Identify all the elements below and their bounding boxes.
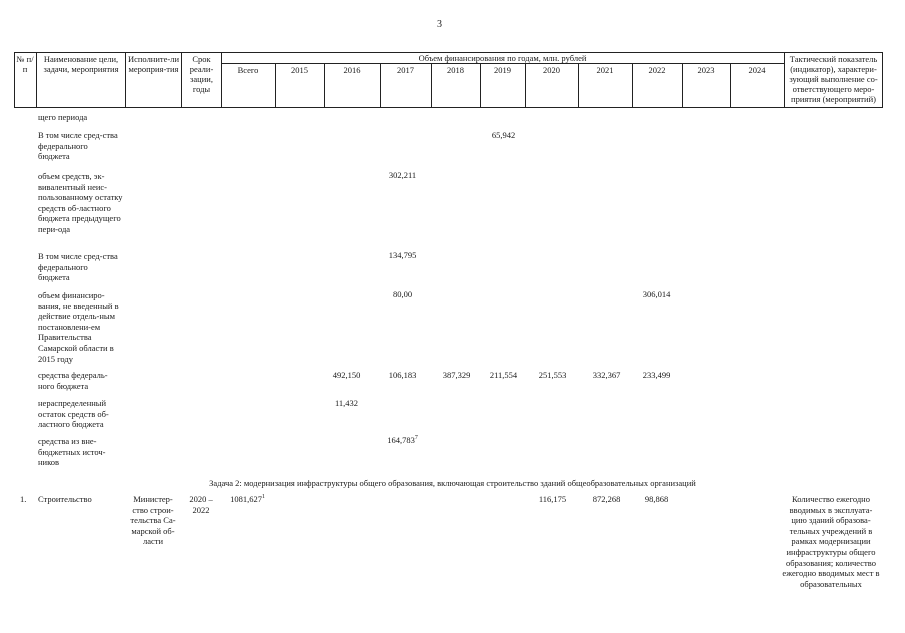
item-number: 1. [20,494,27,504]
header-year-2019: 2019 [494,65,511,75]
header-year-2020: 2020 [543,65,560,75]
cell-2020: 251,553 [538,370,567,380]
cell-2021: 332,367 [592,370,621,380]
cell-2022: 98,868 [644,494,669,504]
row-name: средства из вне-бюджетных источ-ников [38,436,106,468]
row-name: В том числе сред-ства федерального бюджета [38,130,118,162]
header-year-2017: 2017 [397,65,414,75]
cell-2017: 106,183 [388,370,417,380]
header-name: Наименование цели, задачи, мероприятия [43,54,119,74]
cell-2022: 233,499 [642,370,671,380]
header-financing-group: Объем финансирования по годам, млн. рублей [418,53,587,63]
cell-2017 [380,435,425,446]
cell-2019: 211,554 [489,370,518,380]
header-year-2018: 2018 [447,65,464,75]
header-year-2016: 2016 [343,65,361,75]
item-total [220,494,275,505]
page-number: 3 [437,19,442,30]
cell-value: 164,783 [387,435,415,445]
header-num: № п/п [16,54,34,74]
row-name: объем средств, эк-вивалентный неис-пользованному остатку средств об-ластного бюджета предыдущего пери-ода [38,171,123,234]
header-total: Всего [237,65,259,75]
footnote-mark: 7 [414,435,418,442]
cell-2017: 80,00 [392,289,413,299]
header-year-2015: 2015 [291,65,308,75]
cell-2017: 302,211 [388,170,417,180]
row-name: В том числе сред-ства федерального бюджета [38,251,118,283]
cell-2018: 387,329 [442,370,471,380]
row-name: средства федераль-ного бюджета [38,370,108,391]
header-executor: Исполните-ли мероприя-тия [127,54,180,74]
cell-2022: 306,014 [642,289,671,299]
header-year-2021: 2021 [596,65,614,75]
cell-2016: 492,150 [332,370,361,380]
cell-2016: 11,432 [334,398,359,408]
footnote-mark: 1 [261,494,265,501]
table-header [14,52,882,108]
cell-2020: 116,175 [538,494,567,504]
header-term: Срок реали-зации, годы [189,54,214,94]
header-indicator: Тактический показатель (индикатор), характери-зующий выполнение со-ответствующего меро-приятия (мероприятий) [789,54,878,104]
header-year-2022: 2022 [648,65,666,75]
row-name: объем финансиро-вания, не введенный в действие отдель-ным постановлени-ем Правительства Самарской области в 2015 году [38,290,119,364]
cell-value: 1081,627 [230,494,262,504]
item-executor: Министер-ство строи-тельства Са-марской об-ласти [130,494,176,547]
header-year-2024: 2024 [748,65,766,75]
row-name: нераспределенный остаток средств об-ластного бюджета [38,398,109,430]
item-indicator: Количество ежегодно вводимых в эксплуата-цию зданий образова-тельных учреждений в рамках модернизации инфраструктуры общего образования; количество ежегодно вводимых мест в образовательных [782,494,880,589]
item-term: 2020 – 2022 [189,494,213,515]
row-name: щего периода [38,112,88,122]
task-heading: Задача 2: модернизация инфраструктуры общего образования, включающая строительство зданий общеобразовательных организаций [209,478,696,488]
cell-2019: 65,942 [491,130,516,140]
item-name: Строительство [38,494,92,504]
cell-2017: 134,795 [388,250,417,260]
header-year-2023: 2023 [697,65,715,75]
cell-2021: 872,268 [592,494,621,504]
